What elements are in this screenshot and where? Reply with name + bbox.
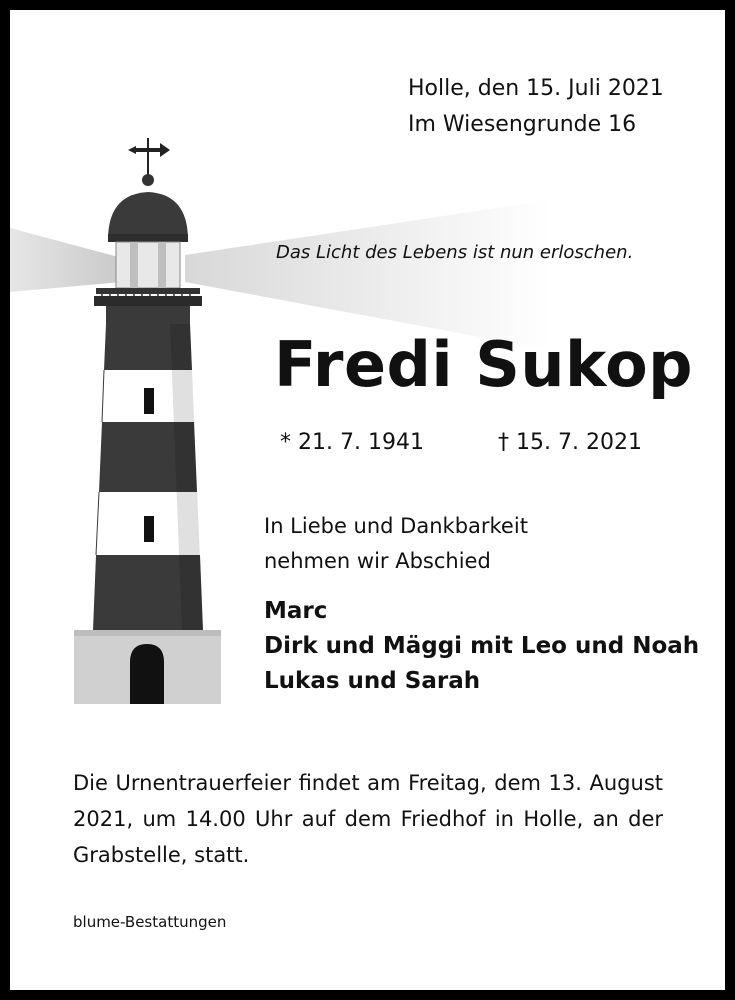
lighthouse-dome (108, 192, 188, 240)
deceased-name: Fredi Sukop (274, 328, 694, 401)
family-member: Marc (264, 598, 328, 624)
farewell-line-1: In Liebe und Dankbarkeit (264, 514, 528, 538)
family-member: Dirk und Mäggi mit Leo und Noah (264, 633, 700, 659)
lantern-room (116, 242, 180, 288)
place-date: Holle, den 15. Juli 2021 (408, 76, 664, 101)
weather-vane (128, 138, 170, 186)
lighthouse-icon (10, 130, 570, 720)
death-date: † 15. 7. 2021 (498, 430, 642, 455)
motto: Das Licht des Lebens ist nun erloschen. (276, 242, 634, 263)
undertaker-name: blume-Bestattungen (73, 913, 227, 931)
light-beam-left (10, 228, 122, 292)
address: Im Wiesengrunde 16 (408, 112, 637, 137)
birth-date: * 21. 7. 1941 (280, 430, 424, 455)
obituary-notice (10, 10, 725, 990)
farewell-line-2: nehmen wir Abschied (264, 549, 491, 573)
lighthouse-tower (93, 306, 203, 630)
gallery-rail (96, 288, 200, 294)
service-notice: Die Urnentrauerfeier findet am Freitag, dem 13. August 2021, um 14.00 Uhr auf dem Friedhof in Holle, an der Grabstelle, statt. (73, 771, 663, 867)
lighthouse-door (130, 644, 164, 704)
family-member: Lukas und Sarah (264, 668, 481, 694)
